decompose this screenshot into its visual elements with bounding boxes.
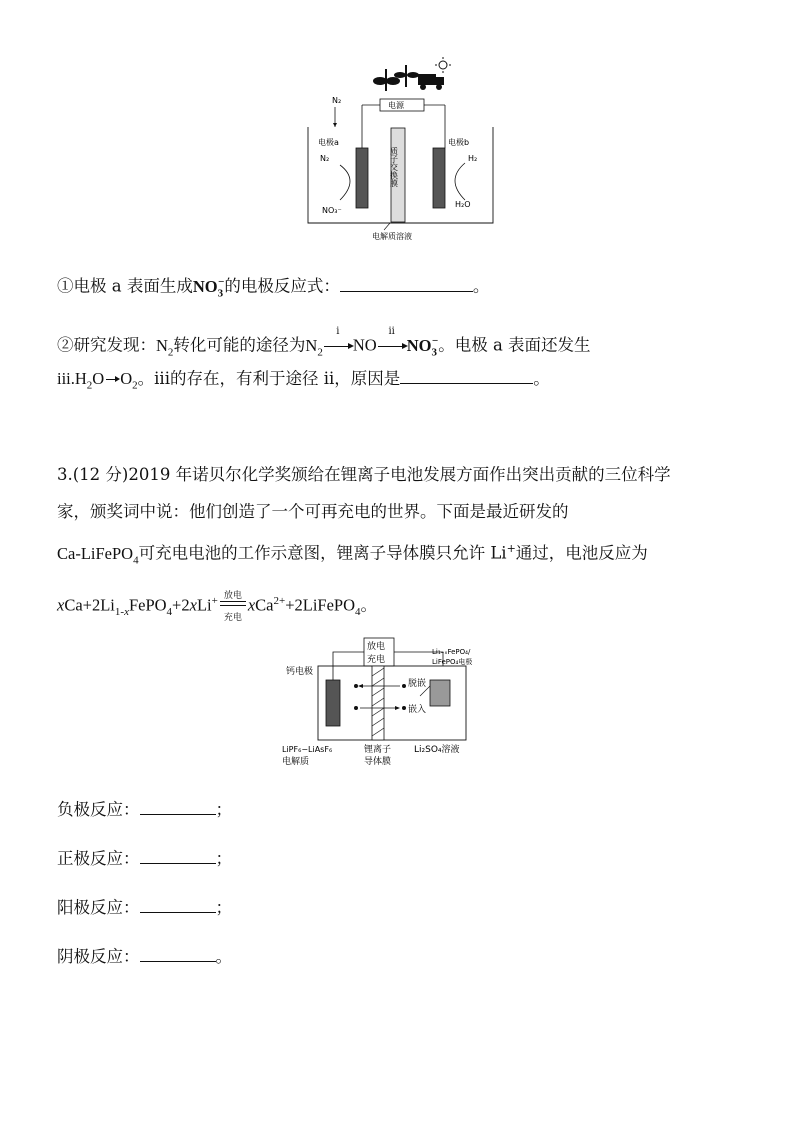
question-3-line-3 <box>57 538 648 571</box>
battery-diagram <box>280 636 520 774</box>
discharge-label: 放电 <box>367 642 386 652</box>
q1-prefix: ①电极 a 表面生成 <box>57 276 193 296</box>
answer-negative: 负极反应： ； <box>57 800 232 819</box>
q2-path-n2: $N_2$ <box>305 335 323 358</box>
electrode-b-label: 电极b <box>448 138 470 147</box>
q2b-middle: 。iii的存在，有利于途径 ii，原因是 <box>137 369 401 388</box>
q3-li-sup: + <box>506 542 516 555</box>
q1-end: 。 <box>472 276 490 296</box>
electrolysis-diagram <box>300 55 505 245</box>
lifepo4-electrode <box>430 680 450 706</box>
negative-blank[interactable] <box>140 800 216 815</box>
q2-no: NO <box>352 335 377 355</box>
plant-icon <box>373 69 400 91</box>
q3-text-end: 通过，电池反应为 <box>515 543 648 563</box>
q2-tail: 。电极 a 表面还发生 <box>438 335 591 355</box>
arrow-ii: ii <box>377 335 407 357</box>
membrane-label-1: 锂离子 <box>364 745 392 755</box>
power-label: 电源 <box>388 101 404 110</box>
lifepo-label-1: Li₁₋ₓFePO₄/ <box>432 648 471 656</box>
answer-cathode: 阴极反应： 。 <box>57 947 232 966</box>
q1-answer-blank[interactable] <box>340 277 473 292</box>
small-arrow <box>106 379 118 380</box>
deintercalation-label: 脱嵌 <box>408 679 427 689</box>
q1-suffix: 的电极反应式： <box>224 276 340 296</box>
cathode-blank[interactable] <box>140 947 216 962</box>
question-2b-line <box>57 368 550 396</box>
q2-mid: 转化可能的途径为 <box>173 335 306 355</box>
q3-text: 可充电电池的工作示意图，锂离子导体膜只允许 Li <box>138 543 507 563</box>
q2-no3: $NO_3^-$ <box>406 335 439 358</box>
h2-right-label: H₂ <box>468 154 478 163</box>
question-2-line <box>57 325 591 363</box>
truck-icon <box>418 74 444 90</box>
arrow-i: i <box>323 335 353 357</box>
electrode-b <box>433 148 445 208</box>
question-1-line <box>57 271 489 304</box>
anode-blank[interactable] <box>140 898 216 913</box>
q3-ca: Ca-LiFePO$_4$ <box>57 543 139 566</box>
lifepo-label-2: LiFePO₄电极 <box>432 658 473 666</box>
q2-prefix: ②研究发现： <box>57 335 156 355</box>
answer-anode: 阳极反应： ； <box>57 898 232 917</box>
no3-left-label: NO₃⁻ <box>322 206 342 215</box>
n2-top-label: N₂ <box>332 96 342 105</box>
q2b-h2o: $iii.H_2O$ <box>57 369 105 392</box>
question-3-line-1: 3.(12 分)2019 年诺贝尔化学奖颁给在锂离子电池发展方面作出突出贡献的三位科学 <box>57 465 671 484</box>
electrolyte-label-1: LiPF₆−LiAsF₆ <box>282 745 333 754</box>
q1-species: $NO_3^-$ <box>192 276 225 299</box>
battery-equation: $xCa+2Li_{1-x}FePO_4+2xLi^+$ 放电 充电 xCa$^{2+}$+2LiFePO$_4$。 <box>57 589 378 622</box>
calcium-electrode <box>326 680 340 726</box>
h2o-right-label: H₂O <box>455 200 471 209</box>
electrolyte-label-2: 电解质 <box>282 757 310 767</box>
reversible-arrow: 放电 充电 <box>218 596 248 618</box>
electrode-a-label: 电极a <box>318 138 339 147</box>
q2-n2: $N_2$ <box>156 335 174 358</box>
question-3-line-2: 家，颁奖词中说：他们创造了一个可再充电的世界。下面是最近研发的 <box>57 502 569 521</box>
q2b-o2: $O_2$ <box>120 369 138 392</box>
answer-positive: 正极反应： ； <box>57 849 232 868</box>
charge-label: 充电 <box>367 655 386 665</box>
ca-electrode-label: 钙电极 <box>286 667 314 677</box>
sun-icon <box>435 57 451 73</box>
q2b-end: 。 <box>533 369 550 388</box>
intercalation-label: 嵌入 <box>408 705 427 715</box>
electrode-a <box>356 148 368 208</box>
membrane-label-2: 导体膜 <box>364 757 392 767</box>
li2so4-label: Li₂SO₄溶液 <box>414 745 460 755</box>
membrane-label: 质子交换膜 <box>389 147 399 187</box>
positive-blank[interactable] <box>140 849 216 864</box>
n2-left-label: N₂ <box>320 154 330 163</box>
electrolyte-label: 电解质溶液 <box>372 232 412 241</box>
q2-answer-blank[interactable] <box>400 369 533 384</box>
